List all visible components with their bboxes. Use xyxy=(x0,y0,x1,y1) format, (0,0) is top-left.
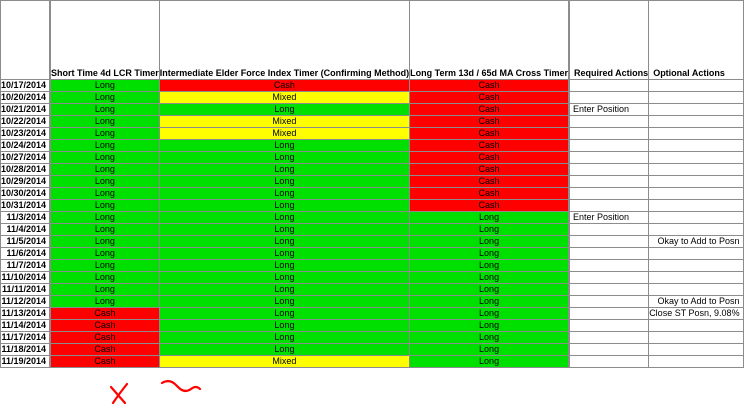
long-term-cell[interactable]: Long xyxy=(410,248,569,260)
intermediate-cell[interactable]: Long xyxy=(159,212,409,224)
short-time-cell[interactable]: Long xyxy=(51,248,160,260)
short-time-cell[interactable]: Long xyxy=(51,176,160,188)
header-long-term[interactable]: Long Term 13d / 65d MA Cross Timer xyxy=(410,1,569,80)
optional-action-cell[interactable] xyxy=(649,80,743,92)
date-cell[interactable]: 11/14/2014 xyxy=(1,320,50,332)
optional-action-cell[interactable] xyxy=(649,140,743,152)
short-time-cell[interactable]: Long xyxy=(51,164,160,176)
required-action-cell[interactable] xyxy=(570,176,649,188)
short-time-cell[interactable]: Long xyxy=(51,80,160,92)
intermediate-cell[interactable]: Long xyxy=(159,176,409,188)
header-required-actions[interactable]: Required Actions xyxy=(570,1,649,80)
short-time-cell[interactable]: Cash xyxy=(51,308,160,320)
required-action-cell[interactable] xyxy=(570,80,649,92)
optional-action-cell[interactable]: Close ST Posn, 9.08% xyxy=(649,308,743,320)
required-action-cell[interactable] xyxy=(570,152,649,164)
required-action-cell[interactable] xyxy=(570,236,649,248)
date-cell[interactable]: 11/6/2014 xyxy=(1,248,50,260)
intermediate-cell[interactable]: Cash xyxy=(159,80,409,92)
short-time-cell[interactable]: Long xyxy=(51,224,160,236)
short-time-cell[interactable]: Cash xyxy=(51,320,160,332)
long-term-cell[interactable]: Long xyxy=(410,272,569,284)
short-time-cell[interactable]: Long xyxy=(51,260,160,272)
required-action-cell[interactable]: Enter Position xyxy=(570,212,649,224)
required-action-cell[interactable] xyxy=(570,296,649,308)
long-term-cell[interactable]: Cash xyxy=(410,92,569,104)
long-term-cell[interactable]: Cash xyxy=(410,116,569,128)
date-cell[interactable]: 11/18/2014 xyxy=(1,344,50,356)
short-time-cell[interactable]: Cash xyxy=(51,332,160,344)
long-term-cell[interactable]: Cash xyxy=(410,104,569,116)
short-time-cell[interactable]: Long xyxy=(51,284,160,296)
date-cell[interactable]: 10/27/2014 xyxy=(1,152,50,164)
intermediate-cell[interactable]: Long xyxy=(159,200,409,212)
optional-action-cell[interactable] xyxy=(649,188,743,200)
short-time-cell[interactable]: Long xyxy=(51,212,160,224)
date-cell[interactable]: 10/23/2014 xyxy=(1,128,50,140)
optional-action-cell[interactable] xyxy=(649,212,743,224)
required-action-cell[interactable] xyxy=(570,320,649,332)
date-cell[interactable]: 11/11/2014 xyxy=(1,284,50,296)
required-action-cell[interactable] xyxy=(570,356,649,368)
long-term-cell[interactable]: Long xyxy=(410,308,569,320)
date-cell[interactable]: 10/31/2014 xyxy=(1,200,50,212)
long-term-cell[interactable]: Cash xyxy=(410,152,569,164)
short-time-cell[interactable]: Long xyxy=(51,200,160,212)
date-cell[interactable]: 10/29/2014 xyxy=(1,176,50,188)
intermediate-cell[interactable]: Long xyxy=(159,152,409,164)
optional-action-cell[interactable] xyxy=(649,200,743,212)
short-time-cell[interactable]: Long xyxy=(51,296,160,308)
required-action-cell[interactable] xyxy=(570,332,649,344)
long-term-cell[interactable]: Cash xyxy=(410,164,569,176)
long-term-cell[interactable]: Long xyxy=(410,212,569,224)
long-term-cell[interactable]: Cash xyxy=(410,200,569,212)
intermediate-cell[interactable]: Mixed xyxy=(159,356,409,368)
header-optional-actions[interactable]: Optional Actions xyxy=(649,1,743,80)
required-action-cell[interactable] xyxy=(570,224,649,236)
short-time-cell[interactable]: Cash xyxy=(51,344,160,356)
optional-action-cell[interactable] xyxy=(649,164,743,176)
date-cell[interactable]: 11/7/2014 xyxy=(1,260,50,272)
required-action-cell[interactable] xyxy=(570,92,649,104)
date-cell[interactable]: 11/13/2014 xyxy=(1,308,50,320)
date-cell[interactable]: 10/24/2014 xyxy=(1,140,50,152)
optional-action-cell[interactable] xyxy=(649,320,743,332)
intermediate-cell[interactable]: Long xyxy=(159,272,409,284)
date-cell[interactable]: 10/30/2014 xyxy=(1,188,50,200)
optional-action-cell[interactable] xyxy=(649,248,743,260)
required-action-cell[interactable] xyxy=(570,200,649,212)
long-term-cell[interactable]: Long xyxy=(410,296,569,308)
short-time-cell[interactable]: Long xyxy=(51,236,160,248)
date-cell[interactable]: 11/17/2014 xyxy=(1,332,50,344)
long-term-cell[interactable]: Long xyxy=(410,260,569,272)
required-action-cell[interactable] xyxy=(570,272,649,284)
required-action-cell[interactable] xyxy=(570,248,649,260)
required-action-cell[interactable] xyxy=(570,116,649,128)
intermediate-cell[interactable]: Long xyxy=(159,248,409,260)
intermediate-cell[interactable]: Long xyxy=(159,284,409,296)
date-cell[interactable]: 11/4/2014 xyxy=(1,224,50,236)
required-action-cell[interactable] xyxy=(570,128,649,140)
long-term-cell[interactable]: Long xyxy=(410,236,569,248)
optional-action-cell[interactable] xyxy=(649,344,743,356)
intermediate-cell[interactable]: Long xyxy=(159,224,409,236)
optional-action-cell[interactable] xyxy=(649,284,743,296)
long-term-cell[interactable]: Long xyxy=(410,344,569,356)
date-cell[interactable]: 10/17/2014 xyxy=(1,80,50,92)
long-term-cell[interactable]: Cash xyxy=(410,140,569,152)
required-action-cell[interactable] xyxy=(570,308,649,320)
intermediate-cell[interactable]: Long xyxy=(159,164,409,176)
intermediate-cell[interactable]: Long xyxy=(159,104,409,116)
date-cell[interactable]: 10/28/2014 xyxy=(1,164,50,176)
long-term-cell[interactable]: Cash xyxy=(410,128,569,140)
short-time-cell[interactable]: Long xyxy=(51,104,160,116)
x-mark-icon xyxy=(111,384,127,403)
intermediate-cell[interactable]: Long xyxy=(159,188,409,200)
intermediate-cell[interactable]: Long xyxy=(159,344,409,356)
date-cell[interactable]: 11/3/2014 xyxy=(1,212,50,224)
tilde-mark-icon xyxy=(162,381,200,391)
intermediate-cell[interactable]: Long xyxy=(159,296,409,308)
intermediate-cell[interactable]: Long xyxy=(159,308,409,320)
required-action-cell[interactable] xyxy=(570,164,649,176)
optional-action-cell[interactable]: Okay to Add to Posn xyxy=(649,236,743,248)
short-time-cell[interactable]: Long xyxy=(51,92,160,104)
long-term-cell[interactable]: Long xyxy=(410,332,569,344)
optional-action-cell[interactable]: Okay to Add to Posn xyxy=(649,296,743,308)
required-action-cell[interactable] xyxy=(570,284,649,296)
optional-action-cell[interactable] xyxy=(649,176,743,188)
optional-action-cell[interactable] xyxy=(649,152,743,164)
intermediate-cell[interactable]: Long xyxy=(159,140,409,152)
date-cell[interactable]: 10/22/2014 xyxy=(1,116,50,128)
long-term-cell[interactable]: Long xyxy=(410,284,569,296)
required-action-cell[interactable] xyxy=(570,260,649,272)
intermediate-cell[interactable]: Mixed xyxy=(159,128,409,140)
short-time-cell[interactable]: Cash xyxy=(51,356,160,368)
intermediate-cell[interactable]: Long xyxy=(159,236,409,248)
optional-action-cell[interactable] xyxy=(649,92,743,104)
required-action-cell[interactable] xyxy=(570,140,649,152)
optional-action-cell[interactable] xyxy=(649,104,743,116)
optional-action-cell[interactable] xyxy=(649,116,743,128)
long-term-cell[interactable]: Long xyxy=(410,320,569,332)
required-action-cell[interactable] xyxy=(570,344,649,356)
required-action-cell[interactable] xyxy=(570,188,649,200)
intermediate-cell[interactable]: Long xyxy=(159,320,409,332)
short-time-cell[interactable]: Long xyxy=(51,272,160,284)
optional-action-cell[interactable] xyxy=(649,356,743,368)
short-time-cell[interactable]: Long xyxy=(51,128,160,140)
date-cell[interactable]: 11/19/2014 xyxy=(1,356,50,368)
intermediate-cell[interactable]: Mixed xyxy=(159,92,409,104)
optional-action-cell[interactable] xyxy=(649,332,743,344)
date-cell[interactable]: 11/5/2014 xyxy=(1,236,50,248)
short-time-cell[interactable]: Long xyxy=(51,116,160,128)
intermediate-cell[interactable]: Long xyxy=(159,332,409,344)
date-cell[interactable]: 10/21/2014 xyxy=(1,104,50,116)
date-cell[interactable]: 10/20/2014 xyxy=(1,92,50,104)
long-term-cell[interactable]: Long xyxy=(410,356,569,368)
intermediate-cell[interactable]: Mixed xyxy=(159,116,409,128)
header-intermediate[interactable]: Intermediate Elder Force Index Timer (Confirming Method) xyxy=(159,1,409,80)
date-cell[interactable]: 11/10/2014 xyxy=(1,272,50,284)
optional-action-cell[interactable] xyxy=(649,224,743,236)
long-term-cell[interactable]: Cash xyxy=(410,80,569,92)
long-term-cell[interactable]: Cash xyxy=(410,176,569,188)
long-term-cell[interactable]: Long xyxy=(410,224,569,236)
optional-action-cell[interactable] xyxy=(649,272,743,284)
date-cell[interactable]: 11/12/2014 xyxy=(1,296,50,308)
short-time-cell[interactable]: Long xyxy=(51,152,160,164)
header-short-time[interactable]: Short Time 4d LCR Timer xyxy=(51,1,160,80)
optional-action-cell[interactable] xyxy=(649,260,743,272)
intermediate-cell[interactable]: Long xyxy=(159,260,409,272)
short-time-cell[interactable]: Long xyxy=(51,140,160,152)
short-time-cell[interactable]: Long xyxy=(51,188,160,200)
optional-action-cell[interactable] xyxy=(649,128,743,140)
long-term-cell[interactable]: Cash xyxy=(410,188,569,200)
required-action-cell[interactable]: Enter Position xyxy=(570,104,649,116)
